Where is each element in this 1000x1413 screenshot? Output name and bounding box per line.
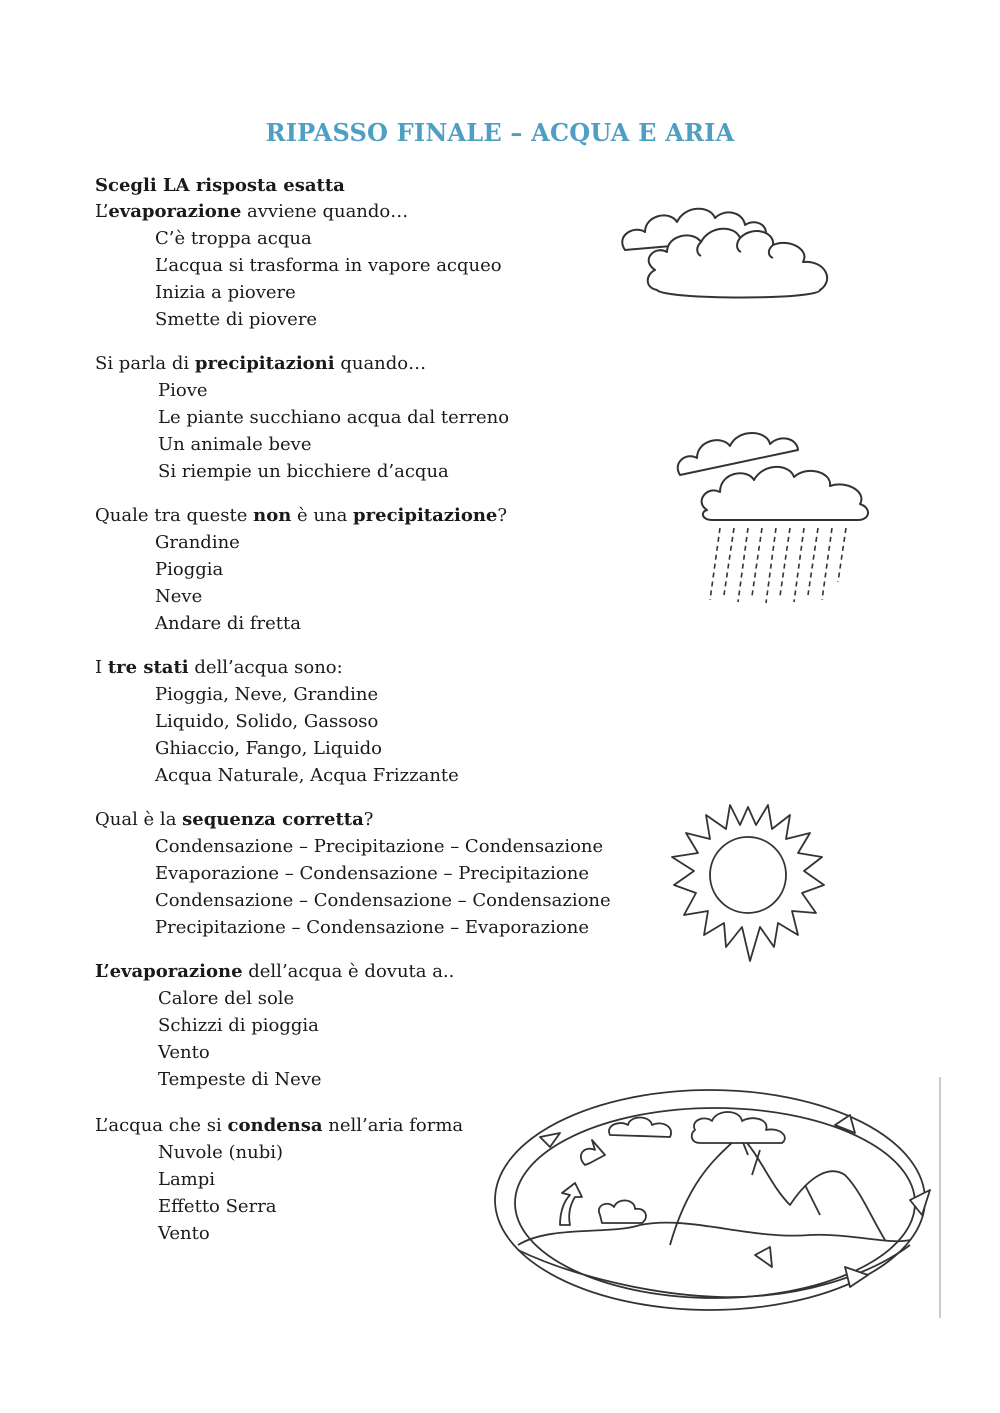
answer-option[interactable]: Lampi xyxy=(158,1169,216,1190)
question-4 xyxy=(95,654,459,789)
question-6 xyxy=(95,958,454,1093)
answer-option[interactable]: Smette di piovere xyxy=(155,309,318,330)
question-stem: Si parla di precipitazioni quando… xyxy=(95,353,427,374)
question-3 xyxy=(95,502,507,637)
question-stem: Quale tra queste non è una precipitazione? xyxy=(95,505,508,526)
sun-illustration xyxy=(668,795,828,963)
answer-option[interactable]: Piove xyxy=(158,380,208,401)
answer-option[interactable]: Nuvole (nubi) xyxy=(158,1142,283,1163)
answer-option[interactable]: L’acqua si trasforma in vapore acqueo xyxy=(155,255,502,276)
answer-option[interactable]: Effetto Serra xyxy=(158,1196,277,1217)
clouds-illustration xyxy=(615,190,840,305)
answer-option[interactable]: C’è troppa acqua xyxy=(155,228,312,249)
answer-option[interactable]: Grandine xyxy=(155,532,240,553)
page-title: RIPASSO FINALE – ACQUA E ARIA xyxy=(265,118,735,147)
instruction: Scegli LA risposta esatta xyxy=(95,175,345,196)
answer-option[interactable]: Tempeste di Neve xyxy=(158,1069,322,1090)
answer-option[interactable]: Acqua Naturale, Acqua Frizzante xyxy=(155,765,459,786)
answer-option[interactable]: Si riempie un bicchiere d’acqua xyxy=(158,461,449,482)
answer-option[interactable]: Pioggia, Neve, Grandine xyxy=(155,684,379,705)
answer-option[interactable]: Schizzi di pioggia xyxy=(158,1015,319,1036)
question-7 xyxy=(95,1112,463,1247)
answer-option[interactable]: Un animale beve xyxy=(158,434,312,455)
answer-option[interactable]: Vento xyxy=(158,1223,210,1244)
answer-option[interactable]: Precipitazione – Condensazione – Evaporazione xyxy=(155,917,589,938)
question-stem: I tre stati dell’acqua sono: xyxy=(95,657,343,678)
question-stem: L’evaporazione avviene quando… xyxy=(95,201,409,222)
question-1 xyxy=(95,198,502,333)
question-stem: L’acqua che si condensa nell’aria forma xyxy=(95,1115,464,1136)
answer-option[interactable]: Ghiaccio, Fango, Liquido xyxy=(155,738,382,759)
question-5 xyxy=(95,806,611,941)
question-stem: Qual è la sequenza corretta? xyxy=(95,809,374,830)
rain-cloud-illustration xyxy=(672,420,877,605)
answer-option[interactable]: Liquido, Solido, Gassoso xyxy=(155,711,379,732)
answer-option[interactable]: Pioggia xyxy=(155,559,224,580)
answer-option[interactable]: Condensazione – Condensazione – Condensazione xyxy=(155,890,611,911)
answer-option[interactable]: Le piante succhiano acqua dal terreno xyxy=(158,407,510,428)
water-cycle-illustration xyxy=(490,1075,945,1320)
question-stem: L’evaporazione dell’acqua è dovuta a.. xyxy=(95,961,455,982)
answer-option[interactable]: Neve xyxy=(155,586,203,607)
answer-option[interactable]: Vento xyxy=(158,1042,210,1063)
answer-option[interactable]: Evaporazione – Condensazione – Precipitazione xyxy=(155,863,589,884)
answer-option[interactable]: Inizia a piovere xyxy=(155,282,296,303)
answer-option[interactable]: Calore del sole xyxy=(158,988,295,1009)
question-2 xyxy=(95,350,509,485)
answer-option[interactable]: Condensazione – Precipitazione – Condensazione xyxy=(155,836,604,857)
answer-option[interactable]: Andare di fretta xyxy=(155,613,301,634)
